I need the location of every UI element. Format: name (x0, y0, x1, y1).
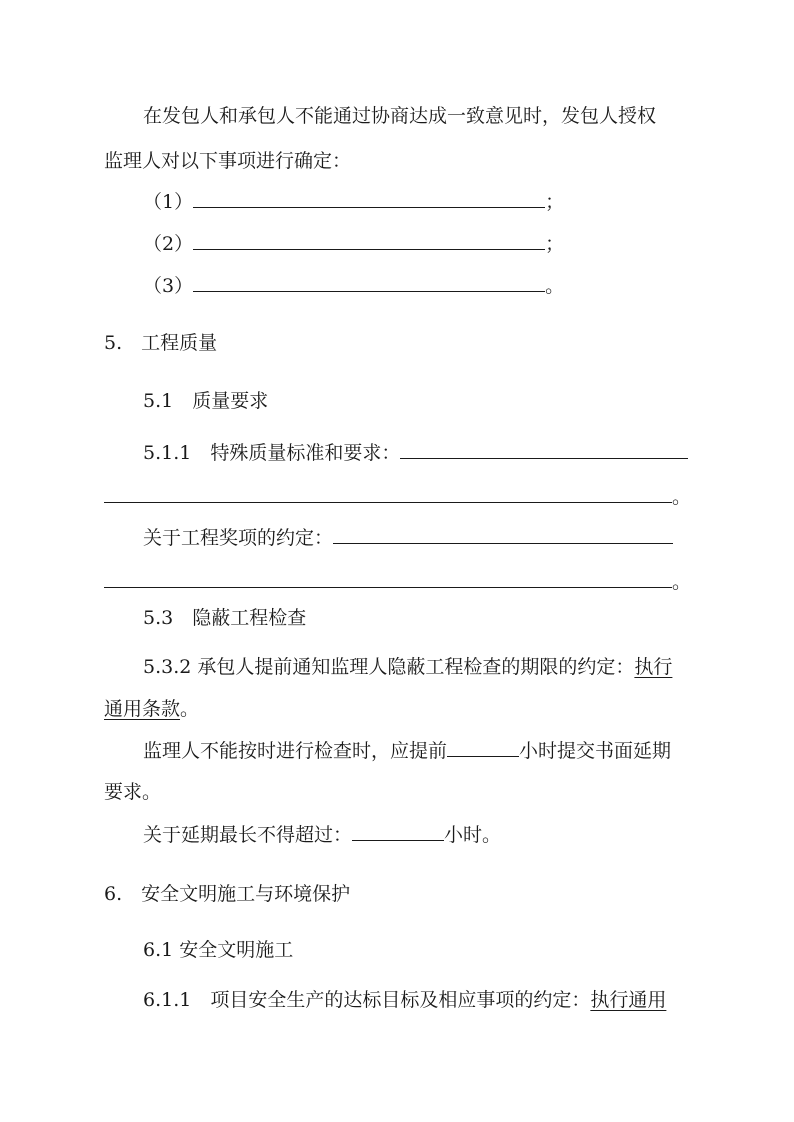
fill-blank[interactable] (352, 822, 444, 841)
max-suffix: 小时。 (444, 824, 502, 846)
list-item (143, 231, 564, 257)
subsection-6-1: 6.1 安全文明施工 (143, 939, 294, 961)
fill-blank[interactable] (104, 569, 672, 588)
fill-blank[interactable] (400, 440, 688, 459)
list-item (143, 273, 564, 299)
subsection-5-1: 5.1 质量要求 (143, 390, 269, 412)
item-number: （2） (143, 233, 194, 255)
section-heading-5: 5. 工程质量 (104, 332, 218, 354)
item-end: 。 (672, 486, 692, 508)
list-item (143, 189, 564, 215)
max-prefix: 关于延期最长不得超过： (143, 824, 353, 846)
item-5-3-2 (143, 655, 672, 681)
delay-suffix: 小时提交书面延期 (519, 740, 672, 762)
award-item (143, 525, 673, 551)
item-5-3-2-text: 5.3.2 承包人提前通知监理人隐蔽工程检查的期限的约定： (143, 656, 635, 678)
item-6-1-1 (143, 988, 666, 1014)
underlined-text: 执行 (634, 656, 673, 678)
item-6-1-1-text: 6.1.1 项目安全生产的达标目标及相应事项的约定： (143, 989, 591, 1011)
item-5-1-1 (143, 440, 688, 466)
fill-blank[interactable] (333, 525, 673, 544)
item-5-3-2-cont (104, 697, 199, 723)
delay-item-cont: 要求。 (104, 781, 162, 803)
intro-line-2: 监理人对以下事项进行确定： (104, 150, 352, 172)
item-end: 。 (180, 698, 200, 720)
fill-blank[interactable] (193, 189, 545, 208)
underlined-text: 通用条款 (104, 698, 181, 720)
delay-prefix: 监理人不能按时进行检查时，应提前 (143, 740, 448, 762)
fill-blank[interactable] (447, 738, 519, 757)
underlined-text: 执行通用 (590, 989, 667, 1011)
section-heading-6: 6. 安全文明施工与环境保护 (104, 883, 351, 905)
intro-line-1: 在发包人和承包人不能通过协商达成一致意见时，发包人授权 (143, 105, 657, 127)
award-label: 关于工程奖项的约定： (143, 527, 334, 549)
fill-blank[interactable] (193, 273, 545, 292)
item-end: ； (545, 233, 565, 255)
item-number: （3） (143, 275, 194, 297)
item-end: 。 (545, 275, 565, 297)
item-end: 。 (672, 571, 692, 593)
delay-item (143, 738, 671, 764)
fill-blank[interactable] (104, 484, 672, 503)
item-number: （1） (143, 191, 194, 213)
award-item-cont (104, 569, 691, 595)
max-delay-item (143, 822, 501, 848)
subsection-5-3: 5.3 隐蔽工程检查 (143, 607, 307, 629)
item-5-1-1-label: 5.1.1 特殊质量标准和要求： (143, 442, 401, 464)
item-5-1-1-cont (104, 484, 691, 510)
item-end: ； (545, 191, 565, 213)
fill-blank[interactable] (193, 231, 545, 250)
